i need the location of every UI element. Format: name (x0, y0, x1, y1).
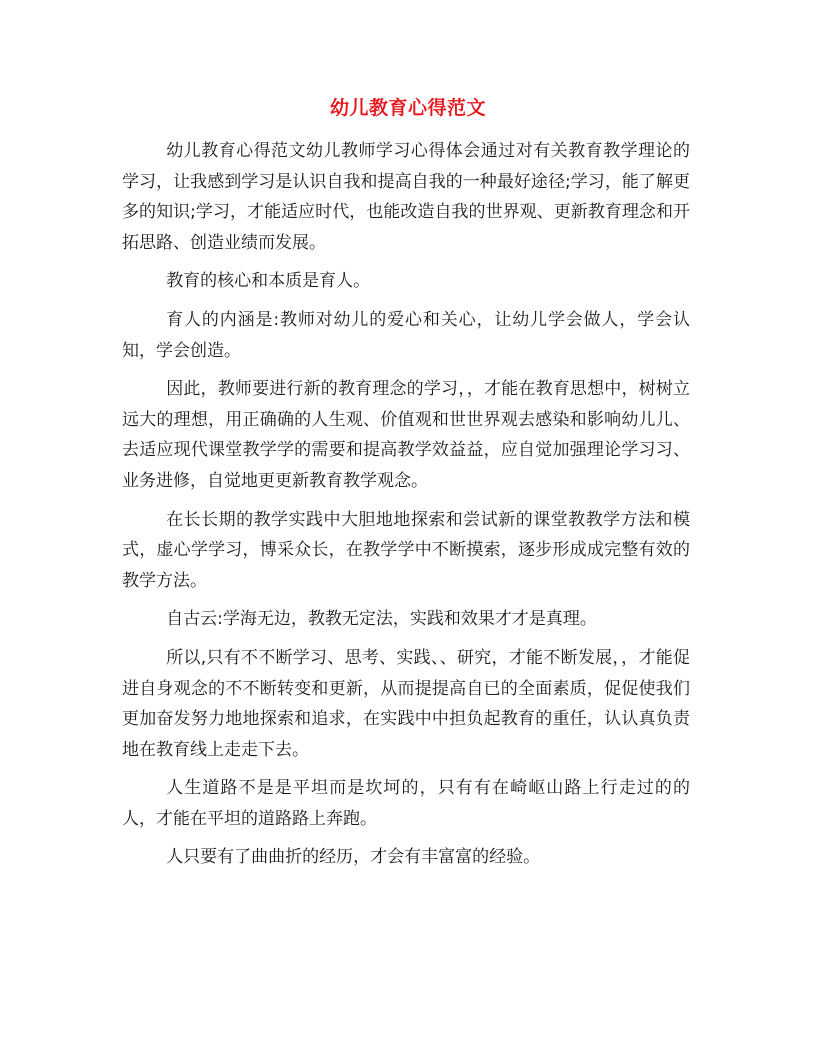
paragraph-7: 所以,只有不不断学习、思考、实践、、研究，才能不断发展，，才能促进自身观念的不不断转变和更新，从而提提高自已的全面素质，促促使我们更加奋发努力地地探索和追求，在实践中中担负起教育的重任，认认真负责地在教育线上走走下去。 (122, 647, 690, 760)
document-title: 幼儿教育心得范文 (329, 97, 486, 119)
paragraph-6: 自古云:学海无边，教教无定法，实践和效果才才是真理。 (166, 609, 597, 630)
paragraph-4: 因此，教师要进行新的教育理念的学习，，才能在教育思想中，树树立远大的理想，用正确确的人生观、价值观和世世界观去感染和影响幼儿儿、去适应现代课堂教学学的需要和提高教学效益益，应自觉加强理论学习习、业务进修，自觉地更更新教育教学观念。 (122, 379, 690, 491)
paragraph-9: 人只要有了曲曲折的经历，才会有丰富富的经验。 (166, 847, 541, 868)
paragraph-8: 人生道路不是是平坦而是坎坷的，只有有在崎岖山路上行走过的的人，才能在平坦的道路路上奔跑。 (122, 778, 690, 829)
document-body (122, 136, 690, 881)
paragraph-2: 教育的核心和本质是育人。 (166, 271, 371, 292)
paragraph-1: 幼儿教育心得范文幼儿教师学习心得体会通过对有关教育教学理论的学习，让我感到学习是认识自我和提高自我的一种最好途径;学习，能了解更多的知识;学习，才能适应时代，也能改造自我的世界观、更新教育理念和开拓思路、创造业绩而发展。 (122, 141, 690, 253)
paragraph-5: 在长长期的教学实践中大胆地地探索和尝试新的课堂教教学方法和模式，虚心学学习，博采众长，在教学学中不断摸索，逐步形成成完整有效的教学方法。 (122, 509, 690, 591)
paragraph-3: 育人的内涵是:教师对幼儿的爱心和关心，让幼儿学会做人，学会认知，学会创造。 (122, 309, 690, 361)
